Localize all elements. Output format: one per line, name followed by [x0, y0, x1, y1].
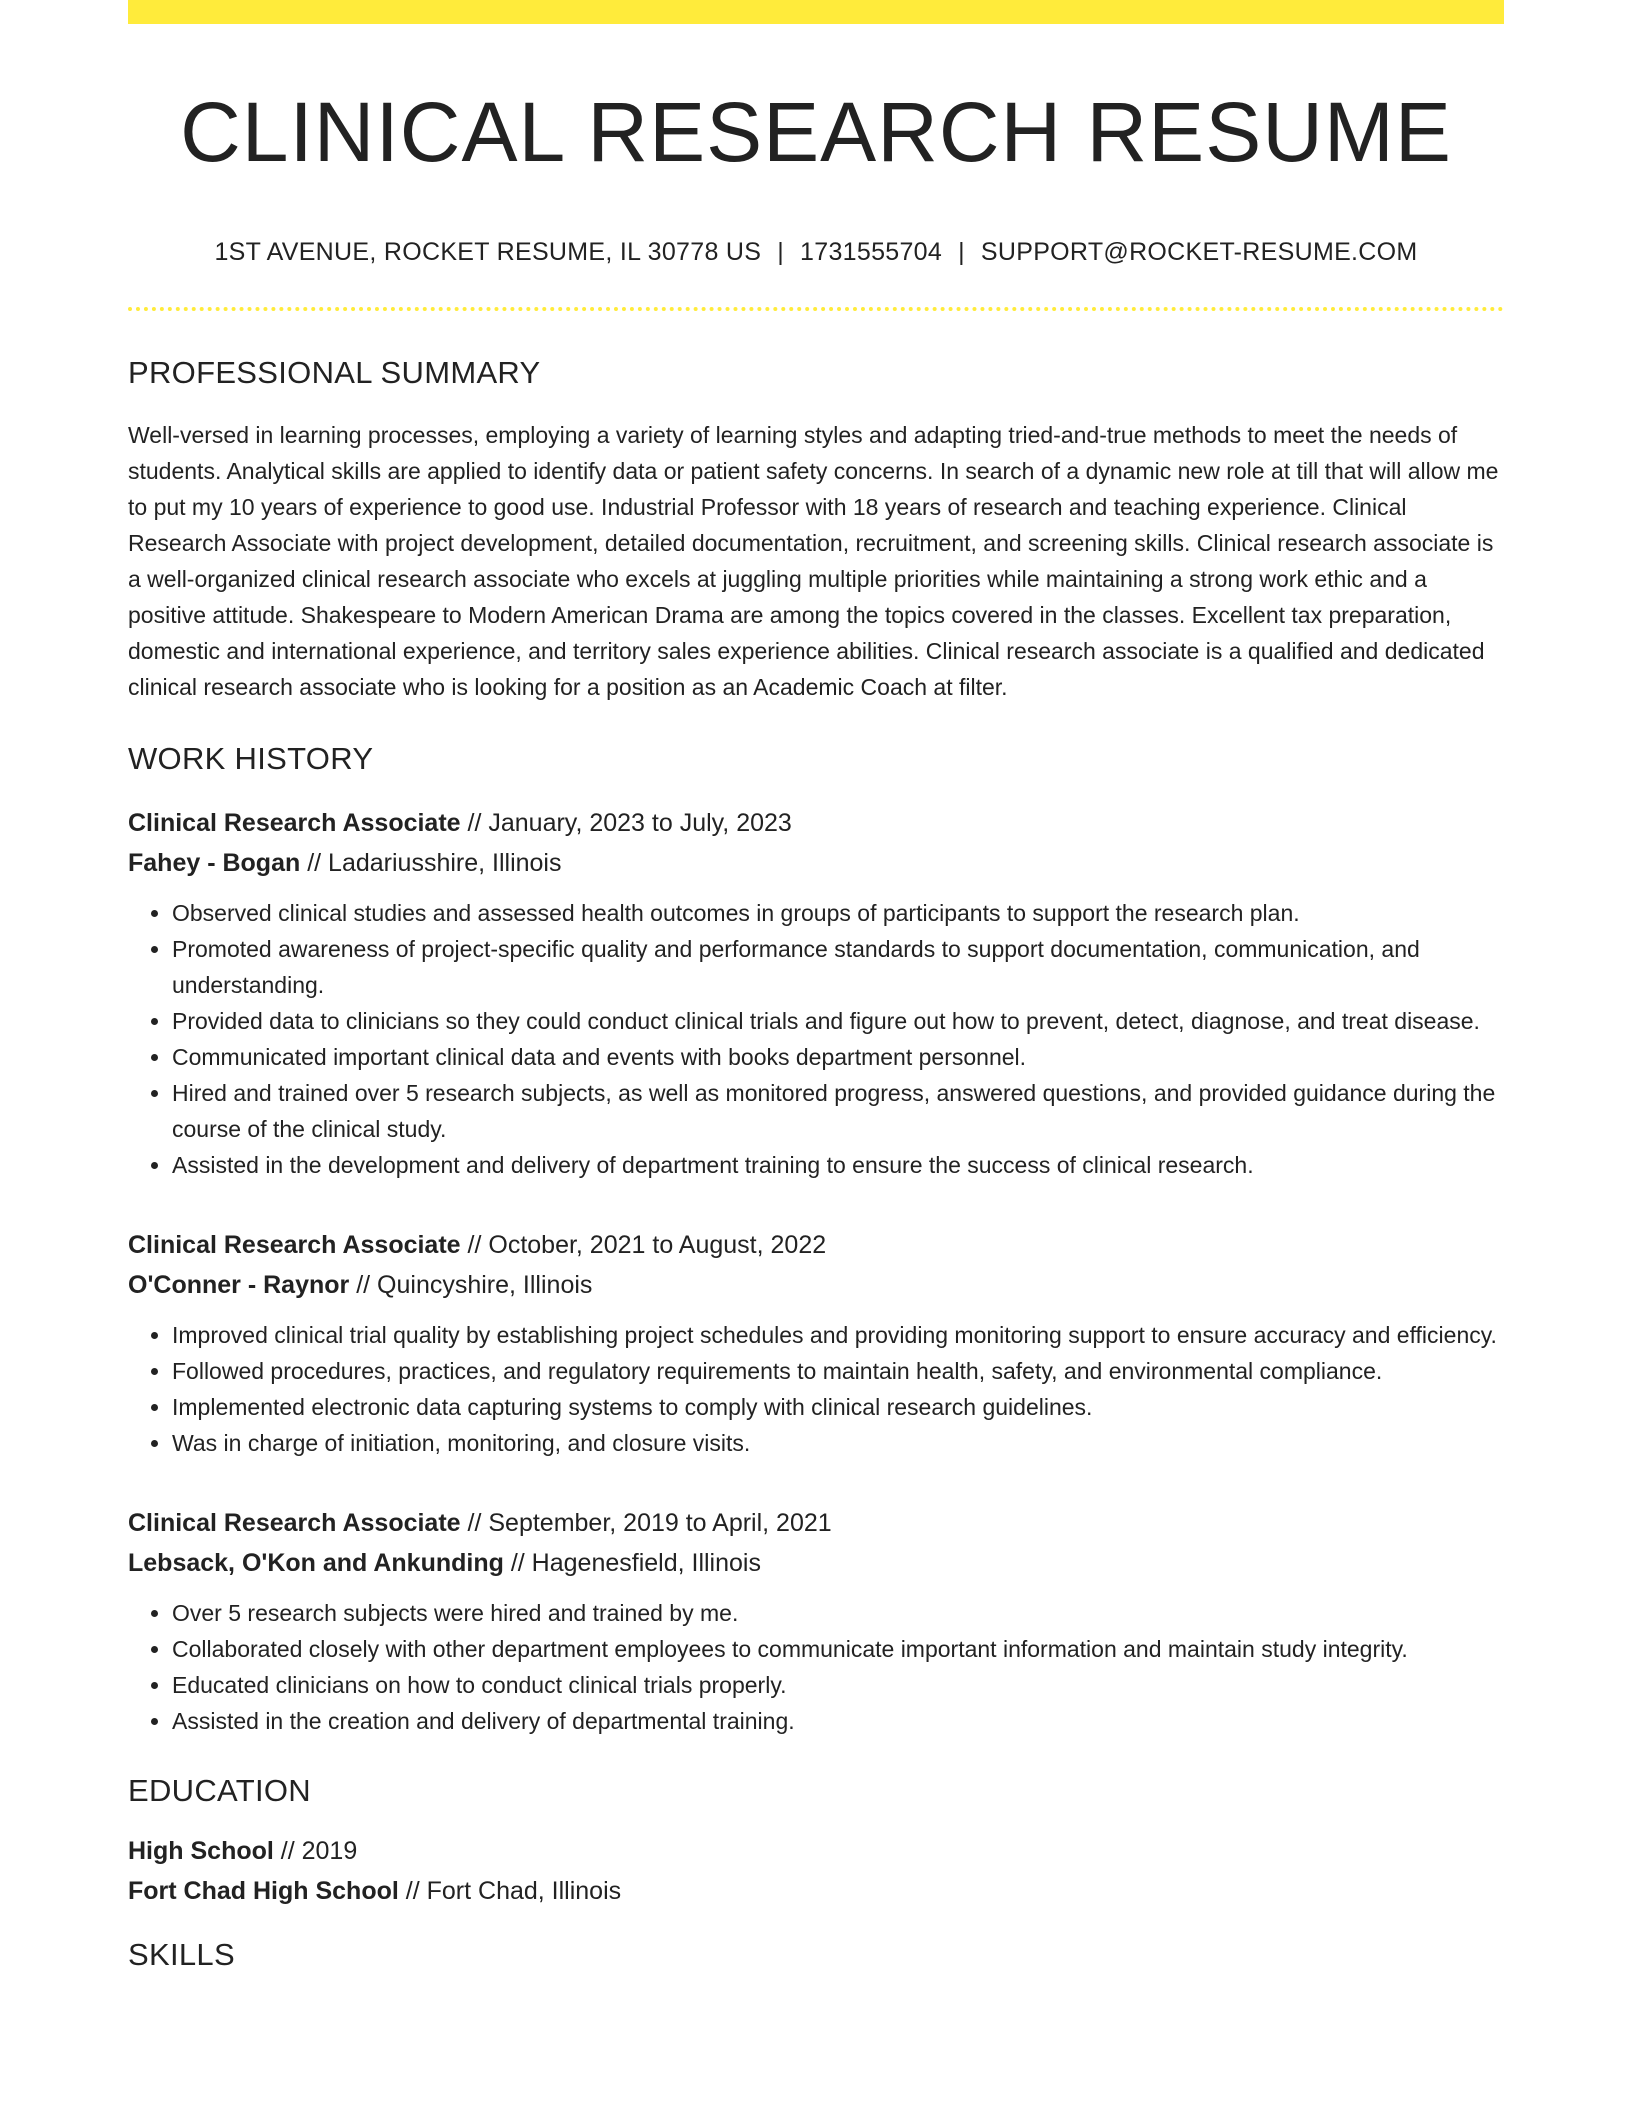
education-entry — [128, 1831, 1504, 1911]
job-entry — [128, 1503, 1504, 1739]
contact-address: 1ST AVENUE, ROCKET RESUME, IL 30778 US — [214, 238, 762, 267]
job-company-line — [128, 1265, 1504, 1305]
contact-line — [128, 238, 1504, 267]
resume-page — [128, 0, 1504, 1973]
job-company-line — [128, 1543, 1504, 1583]
job-company: Fahey - Bogan — [128, 849, 301, 878]
job-entry — [128, 1225, 1504, 1461]
work-history-heading: WORK HISTORY — [128, 741, 374, 777]
education-location: // Fort Chad, Illinois — [405, 1877, 622, 1906]
job-dates: // January, 2023 to July, 2023 — [467, 809, 792, 838]
job-title-line — [128, 1225, 1504, 1265]
job-location: // Hagenesfield, Illinois — [510, 1549, 761, 1578]
summary-text: Well-versed in learning processes, employing a variety of learning styles and adapting tried-and-true methods to meet the needs of students. Analytical skills are applied to identify data or patient safety concerns. In search of a dynamic new role at till that will allow me to put my 10 years of experience to good use. Industrial Professor with 18 years of research and teaching experience. Clinical Research Associate with project development, detailed documentation, recruitment, and screening skills. Clinical research associate is a well-organized clinical research associate who excels at juggling multiple priorities while maintaining a strong work ethic and a positive attitude. Shakespeare to Modern American Drama are among the topics covered in the classes. Excellent tax preparation, domestic and international experience, and territory sales experience abilities. Clinical research associate is a qualified and dedicated clinical research associate who is looking for a position as an Academic Coach at filter. — [128, 422, 1499, 701]
job-title: Clinical Research Associate — [128, 1231, 461, 1260]
job-title: Clinical Research Associate — [128, 809, 461, 838]
education-school-line — [128, 1871, 1504, 1911]
accent-top-bar — [128, 0, 1504, 24]
job-dates: // September, 2019 to April, 2021 — [467, 1509, 832, 1538]
job-title-line — [128, 1503, 1504, 1543]
contact-email[interactable]: SUPPORT@ROCKET-RESUME.COM — [980, 238, 1418, 267]
job-bullet: • Over 5 research subjects were hired and trained by me. — [172, 1595, 1504, 1631]
contact-separator: | — [958, 238, 965, 267]
education-degree-line — [128, 1831, 1504, 1871]
job-bullet: • Communicated important clinical data and events with books department personnel. — [172, 1039, 1504, 1075]
job-bullet: • Observed clinical studies and assessed health outcomes in groups of participants to support the research plan. — [172, 895, 1504, 931]
job-bullets — [128, 1595, 1504, 1739]
summary-heading: PROFESSIONAL SUMMARY — [128, 355, 541, 391]
job-bullet: • Hired and trained over 5 research subjects, as well as monitored progress, answered questions, and provided guidance during the course of the clinical study. — [172, 1075, 1504, 1147]
skills-heading: SKILLS — [128, 1937, 235, 1973]
job-location: // Ladariusshire, Illinois — [307, 849, 562, 878]
job-title-line — [128, 803, 1504, 843]
job-dates: // October, 2021 to August, 2022 — [467, 1231, 827, 1260]
job-company: O'Conner - Raynor — [128, 1271, 350, 1300]
dotted-divider — [128, 307, 1504, 311]
education-school: Fort Chad High School — [128, 1877, 399, 1906]
job-bullet: • Improved clinical trial quality by establishing project schedules and providing monitoring support to ensure accuracy and efficiency. — [172, 1317, 1504, 1353]
education-year: // 2019 — [280, 1837, 358, 1866]
job-bullet: • Collaborated closely with other department employees to communicate important information and maintain study integrity. — [172, 1631, 1504, 1667]
job-bullets — [128, 1317, 1504, 1461]
job-bullet: • Was in charge of initiation, monitoring, and closure visits. — [172, 1425, 1504, 1461]
contact-separator: | — [777, 238, 785, 267]
education-heading: EDUCATION — [128, 1773, 311, 1809]
job-company-line — [128, 843, 1504, 883]
job-title: Clinical Research Associate — [128, 1509, 461, 1538]
job-bullet: • Assisted in the development and delivery of department training to ensure the success of clinical research. — [172, 1147, 1504, 1183]
job-bullet: • Assisted in the creation and delivery of departmental training. — [172, 1703, 1504, 1739]
education-degree: High School — [128, 1837, 274, 1866]
job-bullets — [128, 895, 1504, 1183]
job-location: // Quincyshire, Illinois — [356, 1271, 593, 1300]
job-company: Lebsack, O'Kon and Ankunding — [128, 1549, 504, 1578]
job-bullet: • Followed procedures, practices, and regulatory requirements to maintain health, safety, and environmental compliance. — [172, 1353, 1504, 1389]
resume-title: CLINICAL RESEARCH RESUME — [180, 85, 1452, 179]
job-entry — [128, 803, 1504, 1183]
job-bullet: • Implemented electronic data capturing systems to comply with clinical research guidelines. — [172, 1389, 1504, 1425]
contact-phone: 1731555704 — [800, 238, 943, 267]
job-bullet: • Provided data to clinicians so they could conduct clinical trials and figure out how to prevent, detect, diagnose, and treat disease. — [172, 1003, 1504, 1039]
job-bullet: • Promoted awareness of project-specific quality and performance standards to support documentation, communication, and understanding. — [172, 931, 1504, 1003]
job-bullet: • Educated clinicians on how to conduct clinical trials properly. — [172, 1667, 1504, 1703]
